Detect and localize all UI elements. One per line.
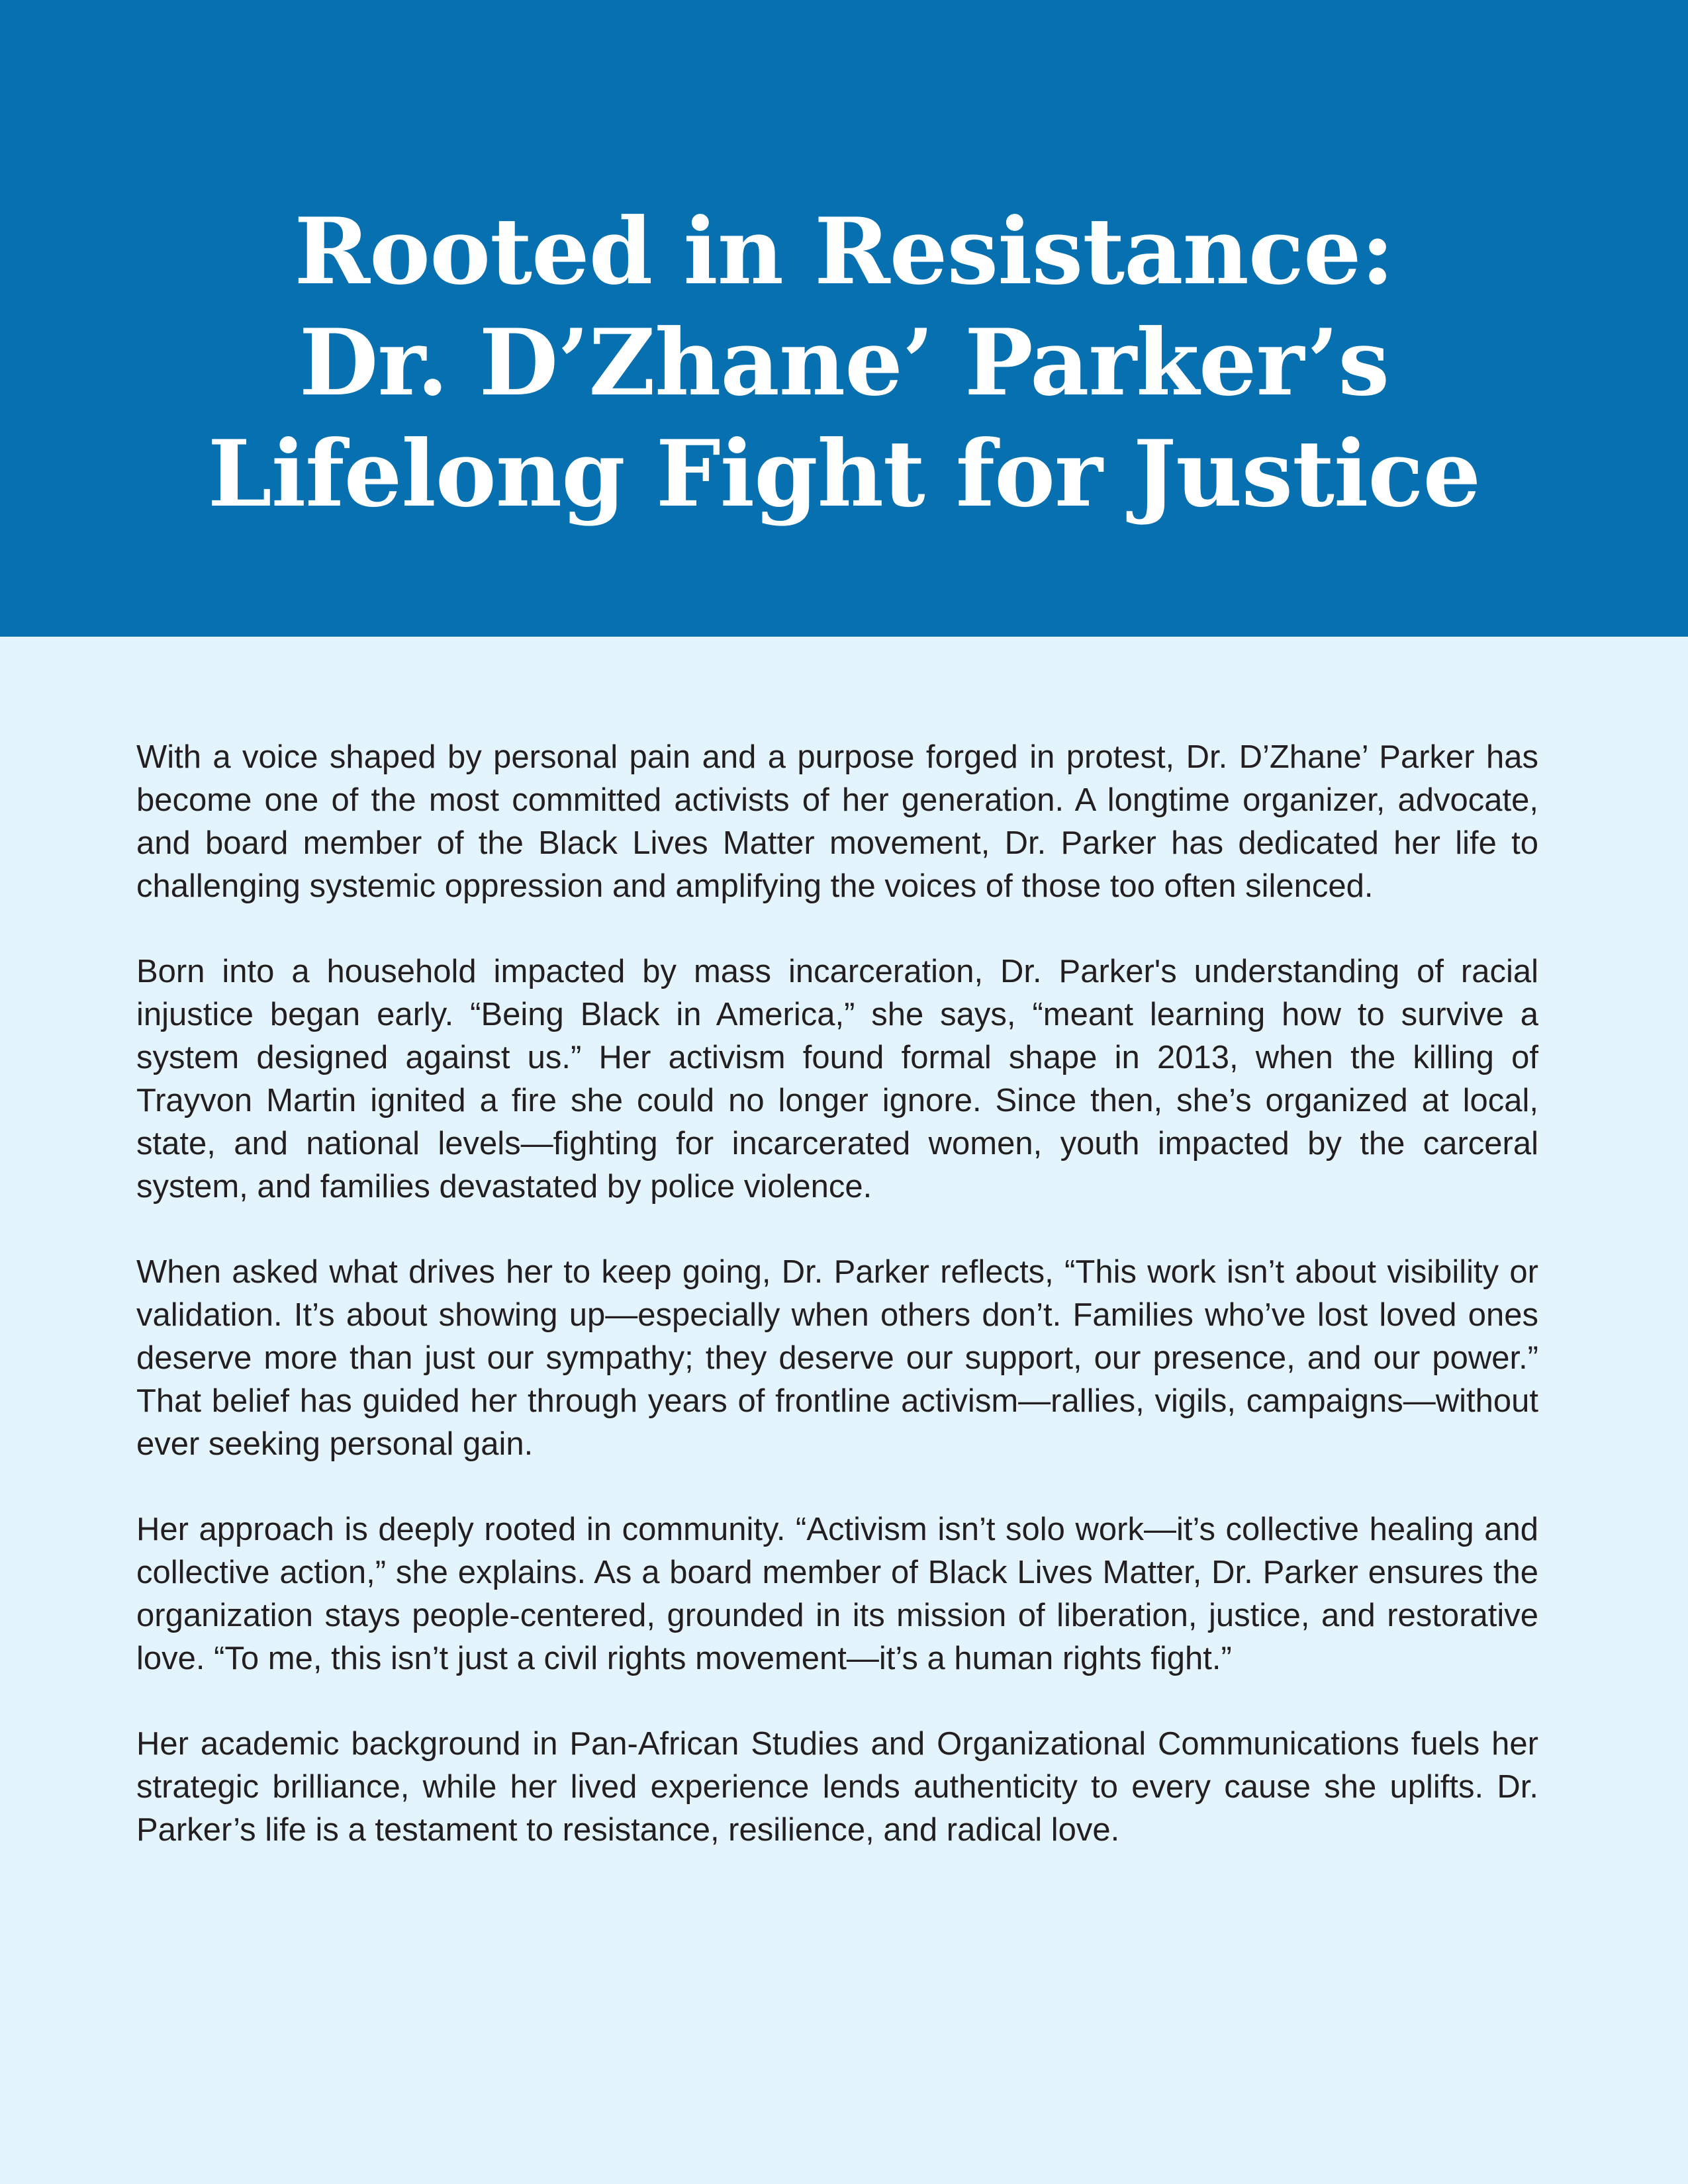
title-line-2: Dr. D’Zhane’ Parker’s [299,308,1389,416]
header-banner [0,0,1688,637]
paragraph-motivation: When asked what drives her to keep going, Dr. Parker reflects, “This work isn’t about visibility or validation. It’s about showing up—especially when others don’t. Families who’ve lost loved ones deserve more than just our sympathy; they deserve our support, our presence, and our power.” That belief has guided her through years of frontline activism—rallies, vigils, campaigns—without ever seeking personal gain. [136,1254,1538,1462]
page-title [0,196,1688,529]
title-line-3: Lifelong Fight for Justice [207,420,1481,527]
paragraph-academic: Her academic background in Pan-African Studies and Organizational Communications fuels her strategic brilliance, while her lived experience lends authenticity to every cause she uplifts. Dr. Parker’s life is a testament to resistance, resilience, and radical love. [136,1726,1538,1848]
paragraph-intro: With a voice shaped by personal pain and a purpose forged in protest, Dr. D’Zhane’ Parker has become one of the most committed activists of her generation. A longtime organizer, advocate, and board member of the Black Lives Matter movement, Dr. Parker has dedicated her life to challenging systemic oppression and amplifying the voices of those too often silenced. [136,739,1538,904]
title-line-1: Rooted in Resistance: [294,197,1394,305]
article-body [136,736,1538,1852]
paragraph-community: Her approach is deeply rooted in community. “Activism isn’t solo work—it’s collective healing and collective action,” she explains. As a board member of Black Lives Matter, Dr. Parker ensures the organization stays people-centered, grounded in its mission of liberation, justice, and restorative love. “To me, this isn’t just a civil rights movement—it’s a human rights fight.” [136,1512,1538,1676]
paragraph-background: Born into a household impacted by mass incarceration, Dr. Parker's understanding of racial injustice began early. “Being Black in America,” she says, “meant learning how to survive a system designed against us.” Her activism found formal shape in 2013, when the killing of Trayvon Martin ignited a fire she could no longer ignore. Since then, she’s organized at local, state, and national levels—fighting for incarcerated women, youth impacted by the carceral system, and families devastated by police violence. [136,954,1538,1205]
